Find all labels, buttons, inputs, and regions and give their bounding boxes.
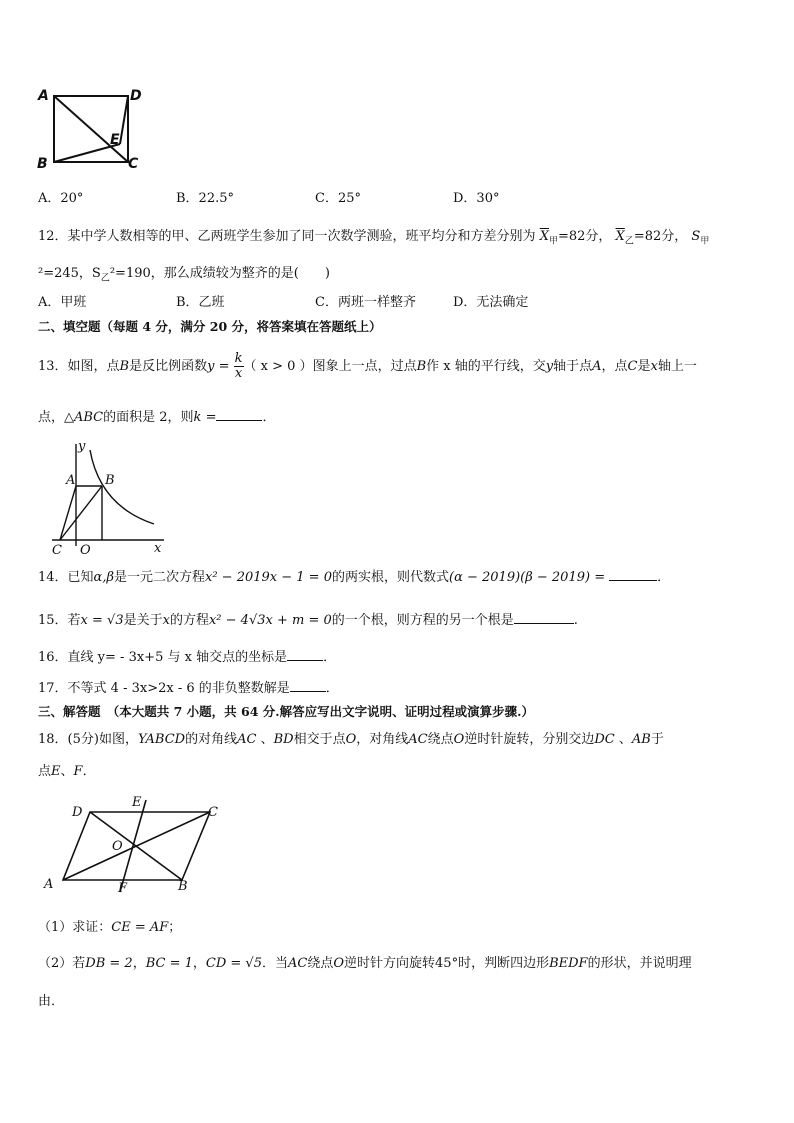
label-E: E [110,132,120,148]
label-x: x [154,541,162,556]
label-B: B [37,156,48,170]
q11-option-d: D．30° [453,191,500,206]
q18-part1: （1）求证：CE = AF； [38,920,182,935]
q18-line2: 点E、F． [38,764,96,779]
label-C: C [52,543,62,558]
label-O: O [80,543,91,558]
q12-option-d: D．无法确定 [453,295,529,310]
label-D: D [72,805,83,820]
parallelogram-figure [38,792,224,896]
label-D: D [130,88,142,104]
section-3-heading: 三、解答题 （本大题共 7 小题，共 64 分.解答应写出文字说明、证明过程或演算步骤.） [38,704,534,719]
label-O: O [112,839,123,854]
q12-line2: ²=245，$S_乙^2=190$，那么成绩较为整齐的是( ) [38,266,330,284]
q12-line1: 12．某中学人数相等的甲、乙两班学生参加了同一次数学测验，班平均分和方差分别为 $\overline{X}_甲=82$分， $\overline{X}_乙=82$分， $S_甲$ [38,229,710,247]
q12-option-b: B．乙班 [176,295,225,310]
section-2-heading: 二、填空题（每题 4 分，满分 20 分，将答案填在答题纸上） [38,319,382,334]
q18-part2-line2: 由． [38,994,65,1009]
label-F: F [118,881,128,896]
q15: 15．若x = √3是关于x的方程x² − 4√3x + m = 0的一个根，则方程的另一个根是 . [38,613,578,628]
q11-option-b: B．22.5° [176,191,234,206]
q11-option-a: A．20° [38,191,84,206]
q13-line1: 13．如图，点B是反比例函数y = $\frac{k}{x}$ （ x > 0 ）图象上一点，过点B作 x 轴的平行线，交y轴于点A，点C是x轴上一 [38,351,697,381]
q13-line2: 点，△ABC的面积是 2，则k = ． [38,410,276,425]
label-B: B [105,473,115,488]
label-C: C [128,156,139,170]
label-A: A [38,88,49,104]
q16: 16．直线 y= - 3x+5 与 x 轴交点的坐标是 ． [38,650,337,665]
q18-part2-line1: （2）若DB = 2，BC = 1，CD = √5．当AC绕点O逆时针方向旋转45°时，判断四边形BEDF的形状，并说明理 [38,956,692,971]
label-E: E [132,795,142,810]
label-B: B [178,879,188,894]
q12-option-c: C．两班一样整齐 [315,295,416,310]
q14: 14．已知α,β是一元二次方程x² − 2019x − 1 = 0的两实根，则代数式(α − 2019)(β − 2019) = ． [38,570,671,585]
label-C: C [208,805,218,820]
q18-line1: 18．(5分)如图，YABCD的对角线AC 、BD相交于点O，对角线AC绕点O逆时针旋转，分别交边DC 、AB于 [38,732,664,747]
q12-option-a: A．甲班 [38,295,87,310]
label-A: A [66,473,76,488]
q11-option-c: C．25° [315,191,361,206]
label-y: y [78,439,86,454]
q17: 17．不等式 4 - 3x>2x - 6 的非负整数解是 ． [38,681,339,696]
hyperbola-figure [44,436,174,558]
label-A: A [44,877,54,892]
square-figure [34,84,154,170]
